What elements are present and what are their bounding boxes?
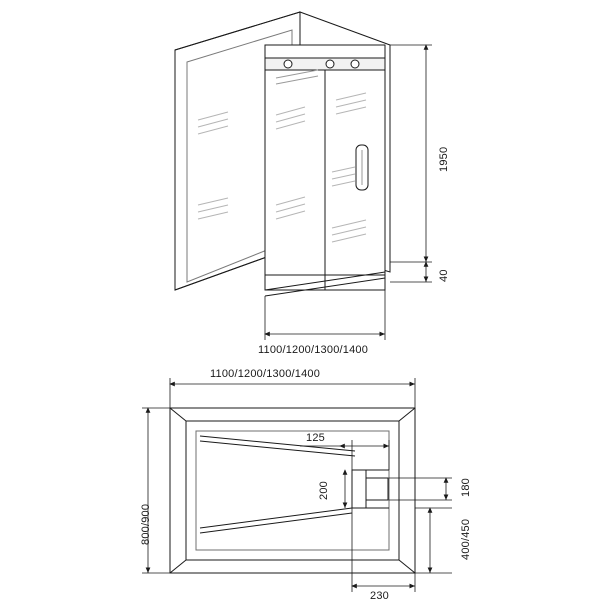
dimension-elevation-height: 1950: [438, 146, 450, 172]
dimension-plan-overlap: 125: [306, 432, 325, 444]
dimension-plan-handle-offset: 230: [370, 590, 389, 602]
plan-view: [170, 408, 415, 573]
dimension-plan-depth: 800/900: [140, 503, 152, 545]
dimension-elevation-threshold: 40: [438, 269, 450, 282]
dimension-plan-door-opening: 400/450: [460, 518, 472, 560]
dimension-plan-profile-depth: 200: [318, 481, 330, 500]
dimension-plan-width: 1100/1200/1300/1400: [210, 368, 321, 380]
elevation-view: [175, 12, 390, 296]
dimension-elevation-width: 1100/1200/1300/1400: [258, 344, 369, 356]
dimension-plan-wall-offset: 180: [460, 478, 472, 497]
